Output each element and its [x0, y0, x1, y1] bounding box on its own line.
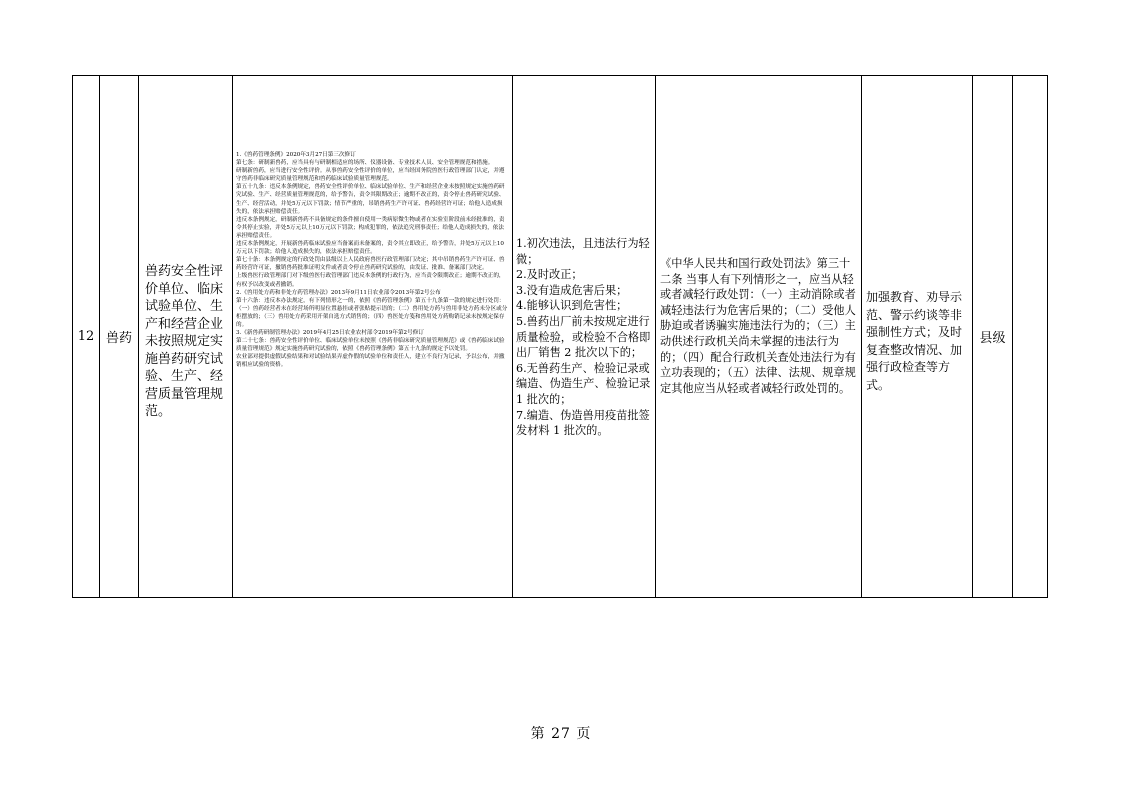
law-basis-cell [656, 76, 862, 597]
legal-basis-line: 农业部对提供虚假试验结果和对试验结果弄虚作假的试验单位和责任人，建立不良行为记录，予以公布，并撤销相应试验的资格。 [236, 354, 505, 369]
remark-cell [1013, 76, 1049, 597]
legal-basis-line: 3.《新兽药研制管理办法》2019年4月25日农业农村部令2019年第2号修订 [236, 330, 424, 337]
category-cell [100, 76, 139, 597]
violation-item: 兽药安全性评价单位、临床试验单位、生产和经营企业未按照规定实施兽药研究试验、生产、经营质量管理规范。 [145, 264, 224, 419]
page-number: 第 27 页 [530, 726, 592, 742]
level-cell [973, 76, 1013, 597]
legal-basis-line: 第七十条：本条例规定的行政处罚由县级以上人民政府兽医行政管理部门决定；其中吊销兽药生产许可证、兽药经营许可证，撤销兽药批准证明文件或者责令停止兽药研究试验的，由发证、批准、备案部门决定。 [236, 257, 505, 272]
regulation-table [72, 75, 1048, 598]
legal-basis-line: 1.《兽药管理条例》2020年3月27日第三次修订 [236, 152, 356, 158]
conditions-list [516, 236, 651, 439]
condition-item: 1.初次违法，且违法行为轻微； [516, 237, 650, 266]
measures-text: 加强教育、劝导示范、警示约谈等非强制性方式；及时复查整改情况、加强行政检查等方式。 [866, 290, 963, 392]
legal-basis-line: 上级兽医行政管理部门对下级兽医行政管理部门违反本条例的行政行为，应当责令限期改正；逾期不改正的，有权予以改变或者撤销。 [236, 273, 505, 288]
legal-basis-line: 第五十九条：违反本条例规定，兽药安全性评价单位、临床试验单位、生产和经营企业未按照规定实施兽药研究试验、生产、经营质量管理规范的，给予警告，责令其限期改正；逾期不改正的，责令停止兽药研究试验、生产、经营活动，并处5万元以下罚款；情节严重的，吊销兽药生产许可证、兽药经营许可证；给他人造成损失的，依法承担赔偿责任。 [236, 184, 505, 215]
row-number-cell [73, 76, 100, 597]
legal-basis-line: 第七条：研制新兽药，应当具有与研制相适应的场所、仪器设备、专业技术人员、安全管理规范和措施。 [236, 160, 494, 167]
condition-item: 5.兽药出厂前未按规定进行质量检验，或检验不合格即出厂销售 2 批次以下的； [516, 314, 651, 360]
legal-basis-cell [233, 76, 513, 597]
legal-basis-line: 第十六条：违反本办法规定，有下列情形之一的，依照《兽药管理条例》第五十九条第一款的规定进行处罚： [236, 297, 505, 304]
legal-basis-line: 违反本条例规定，研制新兽药不具备规定的条件擅自使用一类病原微生物或者在实验室阶段前未经批准的，责令其停止实验，并处5万元以上10万元以下罚款；构成犯罪的，依法追究刑事责任；给他人造成损失的，依法承担赔偿责任。 [236, 216, 505, 239]
violation-item-cell [139, 76, 233, 597]
condition-item: 3.没有造成危害后果； [516, 283, 628, 297]
conditions-cell [513, 76, 656, 597]
row-number: 12 [77, 329, 95, 344]
remark [1013, 76, 1049, 597]
condition-item: 6.无兽药生产、检验记录或编造、伪造生产、检验记录 1 批次的； [516, 361, 651, 406]
law-text: 《中华人民共和国行政处罚法》第三十二条 当事人有下列情形之一，应当从轻或者减轻行政处罚：（一）主动消除或者减轻违法行为危害后果的；（二）受他人胁迫或者诱骗实施违法行为的；（三）主动供述行政机关尚未掌握的违法行为的；（四）配合行政机关查处违法行为有立功表现的；（五）法律、法规、规章规定其他应当从轻或者减轻行政处罚的。 [660, 257, 856, 395]
enforcement-level: 县级 [979, 331, 1006, 346]
condition-item: 4.能够认识到危害性； [516, 299, 628, 313]
condition-item: 7.编造、伪造兽用疫苗批签发材料 1 批次的。 [516, 408, 650, 438]
legal-basis-line: 2.《兽用处方药和非处方药管理办法》2013年9月11日农业部令2013年第2号公布 [236, 289, 441, 296]
legal-basis-line: 违反本条例规定，开展新兽药临床试验应当备案而未备案的，责令其立即改正，给予警告，并处5万元以上10万元以下罚款；给他人造成损失的，依法承担赔偿责任。 [236, 241, 504, 256]
category: 兽药 [105, 331, 132, 346]
condition-item: 2.及时改正； [516, 268, 583, 282]
measures-cell [862, 76, 973, 597]
legal-basis-line: 研制新兽药，应当进行安全性评价。从事兽药安全性评价的单位，应当经国务院兽医行政管理部门认定，并遵守兽药非临床研究质量管理规范和兽药临床试验质量管理规范。 [236, 168, 505, 183]
legal-basis-line: （一）兽药经营者未在经营场所明显位置悬挂或者张贴提示语的；（二）兽用处方药与兽用非处方药未分区或分柜摆放的；（三）兽用处方药采用开架自选方式销售的；（四）兽医处方笺和兽用处方药购销记录未按规定保存的。 [236, 305, 508, 328]
legal-basis [236, 151, 508, 370]
legal-basis-line: 第二十七条：兽药安全性评价单位、临床试验单位未按照《兽药非临床研究质量管理规范》或《兽药临床试验质量管理规范》规定实施兽药研究试验的，依照《兽药管理条例》第五十九条的规定予以处罚。 [236, 338, 505, 353]
